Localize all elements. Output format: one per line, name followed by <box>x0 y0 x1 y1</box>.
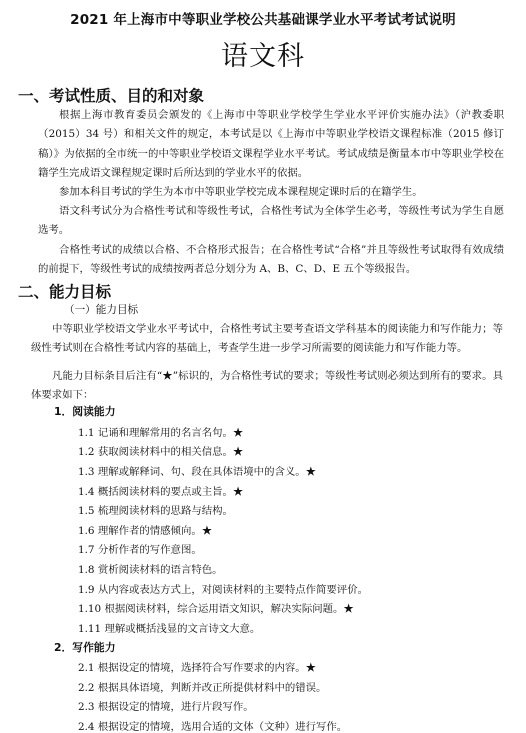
list-item: 1.2 获取阅读材料中的相关信息。★ <box>78 446 244 458</box>
section2-paragraph-2: 凡能力目标条目后注有“★”标识的，为合格性考试的要求；等级性考试则必须达到所有的要求。具体要求如下： <box>31 370 503 402</box>
list-item: 1.9 从内容或表达方式上，对阅读材料的主要特点作简要评价。 <box>78 584 368 596</box>
subject-title: 语文科 <box>221 41 305 72</box>
section1-paragraph-2: 参加本科目考试的学生为本市中等职业学校完成本课程规定课时后的在籍学生。 <box>59 186 423 198</box>
list-item: 1.5 梳理阅读材料的思路与结构。 <box>78 505 233 517</box>
list-item: 1.11 理解或概括浅显的文言诗文大意。 <box>78 623 261 635</box>
list-item: 1.6 理解作者的情感倾向。★ <box>78 525 213 537</box>
section1-paragraph-3: 语文科考试分为合格性考试和等级性考试，合格性考试为全体学生必考，等级性考试为学生自愿选考。 <box>38 205 504 237</box>
group-heading-writing: 2．写作能力 <box>54 641 116 654</box>
section2-paragraph-1: 中等职业学校语文学业水平考试中，合格性考试主要考查语文学科基本的阅读能力和写作能力；等级性考试则在合格性考试内容的基础上，考查学生进一步学习所需要的阅读能力和写作能力等。 <box>31 323 503 355</box>
list-item: 2.1 根据设定的情境，选择符合写作要求的内容。★ <box>78 662 317 674</box>
section-heading-2: 二、能力目标 <box>18 283 112 301</box>
list-item: 2.2 根据具体语境，判断并改正所提供材料中的错误。 <box>78 682 327 694</box>
subsection-heading: （一）能力目标 <box>64 304 139 316</box>
list-item: 1.1 记诵和理解常用的名言名句。★ <box>78 427 244 439</box>
document-title: 2021 年上海市中等职业学校公共基础课学业水平考试考试说明 <box>70 12 456 28</box>
list-item: 1.4 概括阅读材料的要点或主旨。★ <box>78 486 244 498</box>
list-item: 1.7 分析作者的写作意图。 <box>78 544 202 556</box>
section1-paragraph-1: 根据上海市教育委员会颁发的《上海市中等职业学校学生学业水平评价实施办法》（沪教委职（2015）34 号）和相关文件的规定，本考试是以《上海市中等职业学校语文课程标准（2015 修订稿）》为依据的全市统一的中等职业学校语文课程学业水平考试。考试成绩是衡量本市中等职业学校在籍学生完成语文课程规定课时后所达到的学业水平的依据。 <box>38 109 504 179</box>
group-heading-reading: 1．阅读能力 <box>54 405 116 418</box>
section-heading-1: 一、考试性质、目的和对象 <box>18 87 205 105</box>
list-item: 2.4 根据设定的情境，选用合适的文体（文种）进行写作。 <box>78 721 348 733</box>
list-item: 1.8 赏析阅读材料的语言特色。 <box>78 564 223 576</box>
list-item: 2.3 根据设定的情境，进行片段写作。 <box>78 701 254 713</box>
list-item: 1.10 根据阅读材料，综合运用语文知识，解决实际问题。★ <box>78 603 354 615</box>
list-item: 1.3 理解或解释词、句、段在具体语境中的含义。★ <box>78 466 317 478</box>
section1-paragraph-4: 合格性考试的成绩以合格、不合格形式报告；在合格性考试“合格”并且等级性考试取得有效成绩的前提下，等级性考试的成绩按两者总分划分为 A、B、C、D、E 五个等级报告。 <box>38 244 504 276</box>
